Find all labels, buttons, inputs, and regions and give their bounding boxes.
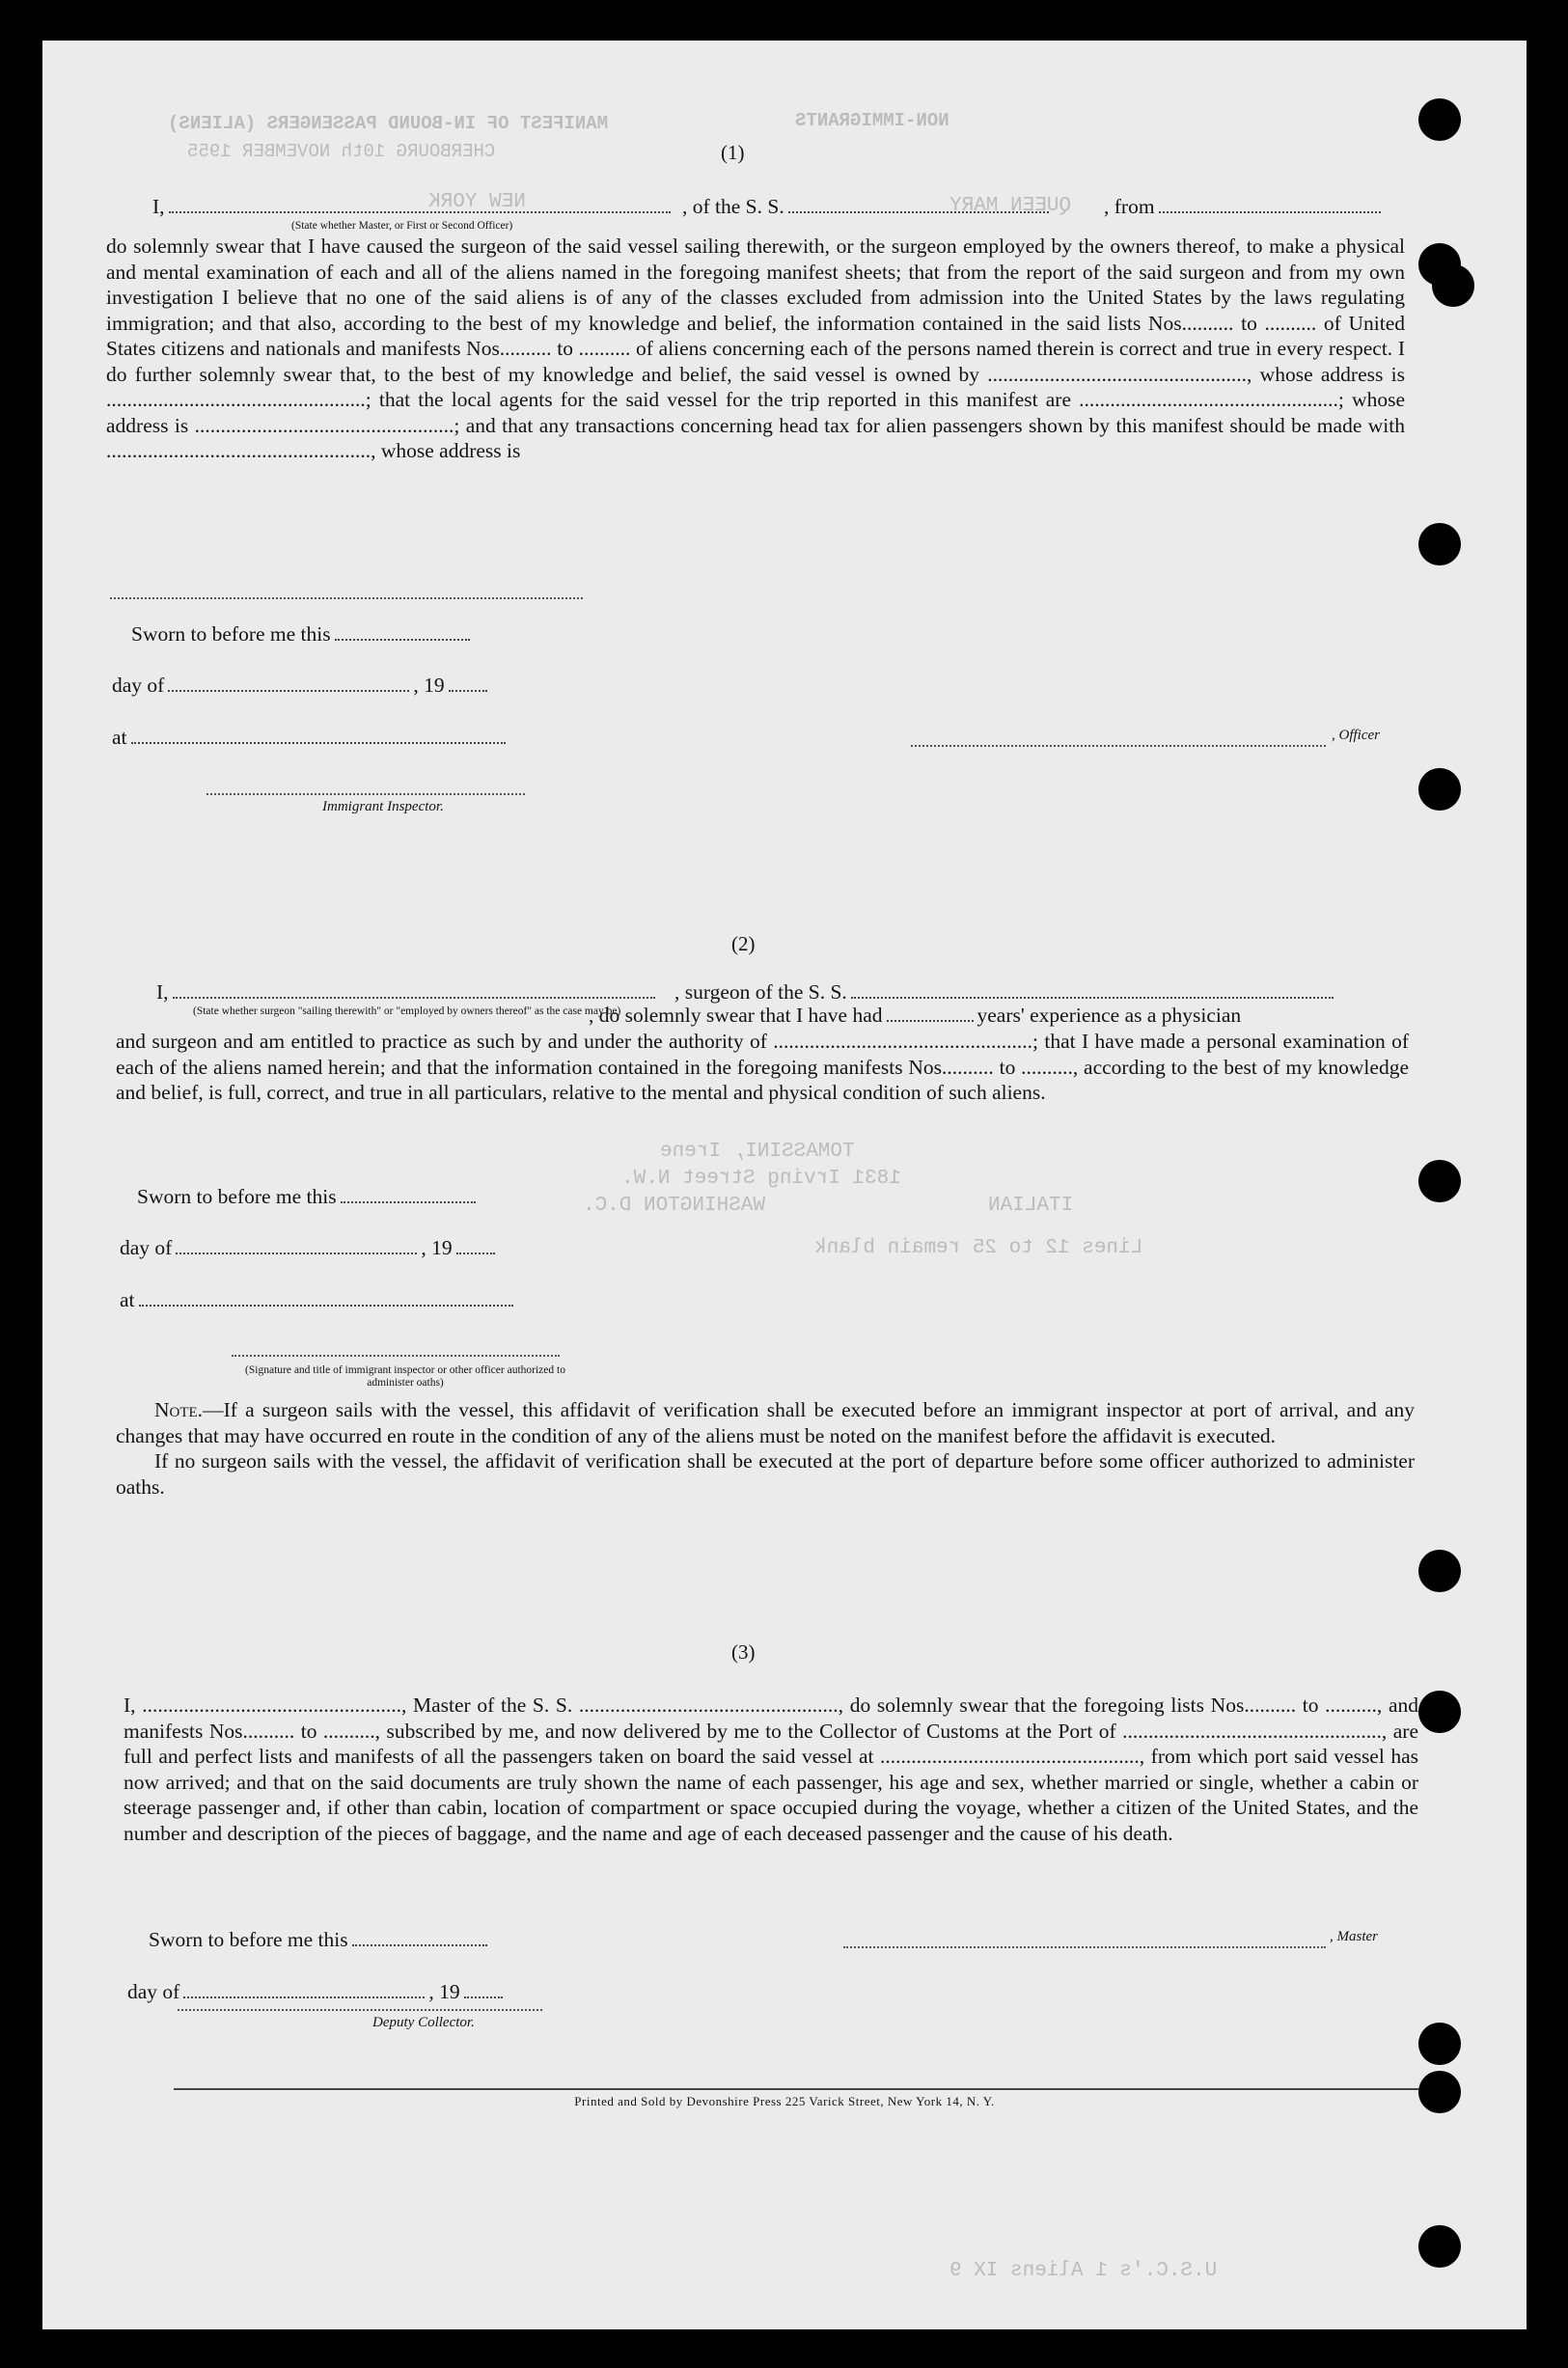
- ghost-ship: QUEEN MARY: [949, 195, 1072, 217]
- section-1-number: (1): [721, 141, 745, 164]
- footer-rule: [174, 2088, 1418, 2090]
- s2-paragraph: and surgeon and am entitled to practice as such by and under the authority of ..................................................; that I have made a personal examination of each of the aliens named herein; and that the information contained in the foregoing manifests Nos.......... to .........., according to the best of my knowledge and belief, is full, correct, and true in all particulars, relative to the mental and physical condition of such aliens.: [116, 1030, 1409, 1104]
- s2-i-label: I,: [156, 980, 659, 1005]
- printer-imprint: Printed and Sold by Devonshire Press 225 Varick Street, New York 14, N. Y.: [574, 2094, 995, 2108]
- s1-inspector-caption: Immigrant Inspector.: [322, 799, 444, 814]
- s3-deputy-line: [178, 2009, 542, 2011]
- s2-signature-caption: (Signature and title of immigrant inspector or other officer authorized to administer oaths): [245, 1364, 565, 1389]
- s1-inspector-line: [206, 793, 525, 795]
- s2-note: Note.—If a surgeon sails with the vessel, this affidavit of verification shall be executed before an immigrant inspector at port of arrival, and any changes that may have occurred en route in the condition of any of the aliens must be noted on the manifest before the affidavit is executed. If no surgeon sails with the vessel, the affidavit of verification shall be executed at the port of departure before some officer authorized to administer oaths.: [116, 1398, 1415, 1499]
- s3-paragraph: I, .................................................., Master of the S. S. .................................................., do solemnly swear that the foregoing lists Nos.......... to .........., and manifests Nos.......... to .........., subscribed by me, and now delivered by me to the Collector of Customs at the Port of .................................................., are full and perfect lists and manifests of all the passengers taken on board the said vessel at .................................................., from which port said vessel has now arrived; and that on the said documents are truly shown the name of each passenger, his age and sex, whether married or single, whether a cabin or steerage passenger and, if other than cabin, location of compartment or space occupied during the voyage, whether a citizen of the United States, and the number and description of the pieces of baggage, and the name and age of each deceased passenger and the cause of his death.: [124, 1693, 1418, 1845]
- s1-officer-line: [911, 745, 1326, 747]
- punch-hole-9: [1418, 2071, 1461, 2113]
- s1-divider: [110, 597, 583, 599]
- s3-master-line: [843, 1946, 1326, 1948]
- s1-from-label: , from: [1104, 195, 1385, 219]
- punch-hole-5: [1418, 1160, 1461, 1202]
- ghost-bottom-note: U.S.C.'s 1 Aliens IX 9: [949, 2260, 1218, 2282]
- section-3-number: (3): [731, 1640, 756, 1664]
- punch-hole-10: [1418, 2225, 1461, 2268]
- punch-hole-2b: [1432, 264, 1474, 307]
- ghost-header-title: MANIFEST OF IN-BOUND PASSENGERS (ALIENS): [168, 113, 609, 134]
- punch-hole-6: [1418, 1550, 1461, 1592]
- s3-sworn-label: Sworn to before me this: [149, 1928, 491, 1952]
- s2-line2-label: , do solemnly swear that I have had years' experience as a physician: [589, 1004, 1242, 1027]
- s3-day-label: day of , 19: [127, 1980, 507, 2004]
- ghost-city: WASHINGTON D.C.: [583, 1195, 766, 1217]
- punch-hole-1: [1418, 98, 1461, 141]
- s1-at-label: at: [112, 726, 509, 750]
- section-2-number: (2): [731, 932, 756, 955]
- s1-sworn-label: Sworn to before me this: [131, 622, 474, 647]
- s1-day-label: day of , 19: [112, 674, 491, 698]
- s1-master-caption: (State whether Master, or First or Second Officer): [291, 220, 513, 232]
- punch-hole-7: [1418, 1691, 1461, 1733]
- ghost-header-port: CHERBOURG 10th NOVEMBER 1955: [187, 141, 496, 162]
- ghost-address: 1831 Irving Street N.W.: [621, 1168, 901, 1190]
- manifest-sheet: [42, 41, 1527, 2329]
- s3-deputy-caption: Deputy Collector.: [372, 2015, 475, 2030]
- s2-signature-line: [232, 1355, 560, 1357]
- s2-surgeon-caption: (State whether surgeon "sailing therewith" or "employed by owners thereof" as the case may be): [193, 1005, 621, 1017]
- ghost-header-nonimmigrants: NON-IMMIGRANTS: [795, 110, 949, 131]
- s2-sworn-label: Sworn to before me this: [137, 1185, 480, 1209]
- s1-paragraph: do solemnly swear that I have caused the surgeon of the said vessel sailing therewith, or the surgeon employed by the owners thereof, to make a physical and mental examination of each and all of the aliens named in the foregoing manifest sheets; that from the report of the said surgeon and from my own investigation I believe that no one of the said aliens is of any of the classes excluded from admission into the United States by the laws regulating immigration; and that also, according to the best of my knowledge and belief, the information contained in the said lists Nos.......... to .......... of United States citizens and nationals and manifests Nos.......... to .......... of aliens concerning each of the persons named therein is correct and true in every respect. I do further solemnly swear that, to the best of my knowledge and belief, the said vessel is owned by .................................................., whose address is ..................................................; that the local agents for the said vessel for the trip reported in this manifest are ..................................................; whose address is ..................................................; and that any transactions concerning head tax for alien passengers shown by this manifest should be made with ..................................................., whose address is: [106, 234, 1405, 462]
- ghost-remain-blank: Lines 12 to 25 remain blank: [814, 1237, 1143, 1259]
- s2-at-label: at: [120, 1288, 517, 1312]
- s2-surgeon-label: , surgeon of the S. S.: [674, 980, 1337, 1005]
- punch-hole-3: [1418, 523, 1461, 565]
- s1-i-label: I,: [152, 195, 674, 219]
- s1-of-ss-label: , of the S. S.: [682, 195, 1053, 219]
- s3-master-caption: , Master: [1330, 1929, 1378, 1944]
- s2-line2-dots: [158, 1004, 166, 1028]
- punch-hole-4: [1418, 768, 1461, 811]
- ghost-nationality: ITALIAN: [988, 1195, 1074, 1217]
- ghost-name: TOMASSINI, Irene: [660, 1141, 855, 1163]
- s2-day-label: day of , 19: [120, 1236, 499, 1260]
- s1-officer-caption: , Officer: [1332, 728, 1380, 743]
- ghost-newyork: NEW YORK: [428, 191, 526, 213]
- punch-hole-8: [1418, 2023, 1461, 2065]
